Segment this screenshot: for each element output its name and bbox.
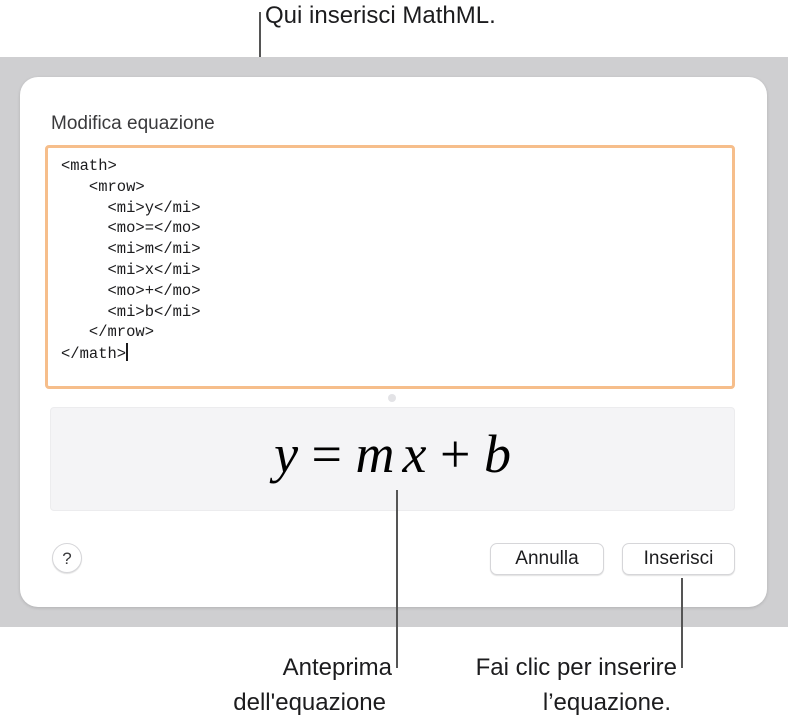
callout-insert-line2: l’equazione. xyxy=(542,689,671,716)
code-line: </math> xyxy=(61,345,127,364)
code-line: <mo>=</mo> xyxy=(61,219,201,238)
math-op-equals: = xyxy=(311,424,342,484)
code-line: <math> xyxy=(61,157,117,175)
callout-line-preview xyxy=(396,490,398,668)
code-line: <mi>m</mi> xyxy=(61,240,201,259)
equation-rendered xyxy=(51,422,734,486)
code-line: </mrow> xyxy=(61,323,155,342)
mathml-code[interactable] xyxy=(48,148,732,365)
math-op-plus: + xyxy=(439,424,471,484)
equation-preview xyxy=(50,407,735,511)
cancel-button[interactable]: Annulla xyxy=(490,543,604,575)
math-var-x: x xyxy=(402,424,427,484)
text-caret xyxy=(126,343,128,361)
callout-line-insert xyxy=(681,578,683,668)
code-line: <mi>x</mi> xyxy=(61,260,201,279)
code-line: <mrow> xyxy=(61,177,145,196)
math-var-y: y xyxy=(274,424,299,484)
callout-mathml-input: Qui inserisci MathML. xyxy=(265,2,496,29)
math-var-b: b xyxy=(483,424,511,484)
mathml-editor[interactable] xyxy=(45,145,735,389)
dialog-title: Modifica equazione xyxy=(51,113,215,134)
equation-dialog xyxy=(20,77,767,607)
code-line: <mi>b</mi> xyxy=(61,302,201,321)
callout-preview-line1: Anteprima xyxy=(282,654,392,681)
resize-handle[interactable] xyxy=(388,394,396,402)
callout-insert-line1: Fai clic per inserire xyxy=(475,654,677,681)
code-line: <mo>+</mo> xyxy=(61,281,201,300)
code-line: <mi>y</mi> xyxy=(61,198,201,217)
help-button[interactable]: ? xyxy=(52,543,82,573)
math-var-m: m xyxy=(355,424,395,484)
callout-preview-line2: dell'equazione xyxy=(233,689,386,716)
insert-button[interactable]: Inserisci xyxy=(622,543,735,575)
